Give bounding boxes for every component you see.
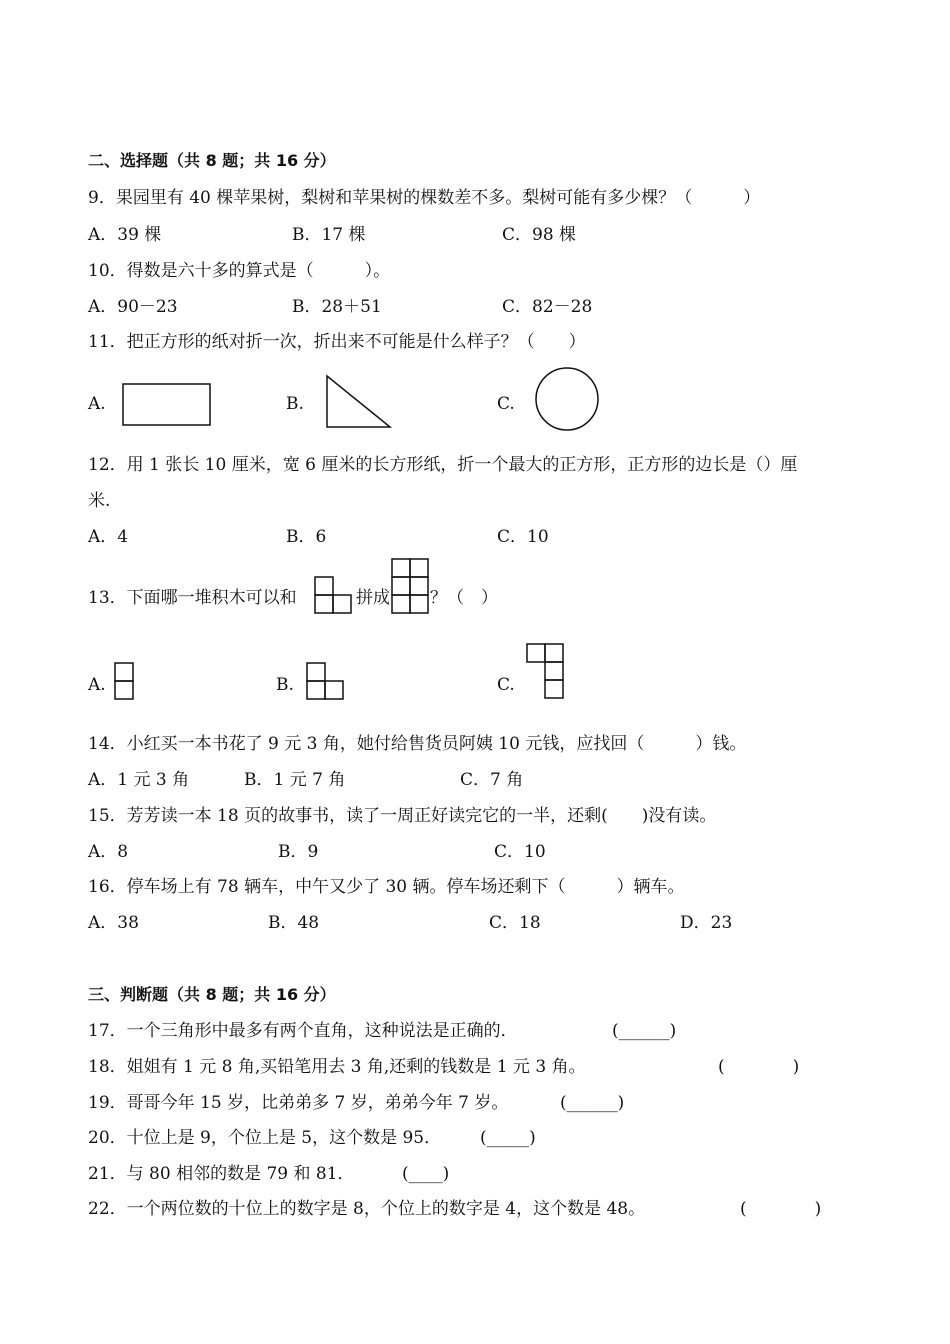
q10-option-b[interactable]: B．28＋51 bbox=[292, 297, 382, 317]
q16-option-c[interactable]: C．18 bbox=[489, 913, 541, 933]
q15-option-b[interactable]: B．9 bbox=[278, 842, 319, 862]
q11-option-b[interactable]: B. bbox=[286, 394, 304, 414]
q9-option-b[interactable]: B．17 棵 bbox=[292, 225, 366, 245]
blocks-target-shape bbox=[391, 558, 431, 614]
q14-option-a[interactable]: A．1 元 3 角 bbox=[88, 770, 190, 790]
circle-shape bbox=[533, 366, 601, 434]
q20-stem: 20．十位上是 9，个位上是 5，这个数是 95． bbox=[88, 1128, 442, 1148]
q14-option-b[interactable]: B．1 元 7 角 bbox=[244, 770, 346, 790]
q18-stem: 18．姐姐有 1 元 8 角,买铅笔用去 3 角,还剩的钱数是 1 元 3 角。 bbox=[88, 1057, 586, 1077]
q10-option-c[interactable]: C．82－28 bbox=[502, 297, 593, 317]
q13-stem-part3: ？（ ） bbox=[430, 588, 498, 608]
q10-stem: 10．得数是六十多的算式是（ ）。 bbox=[88, 261, 391, 281]
q13-option-a[interactable]: A. bbox=[88, 675, 106, 695]
q18-answer-blank[interactable]: ( ) bbox=[718, 1057, 800, 1077]
q16-option-a[interactable]: A．38 bbox=[88, 913, 139, 933]
section3-heading: 三、判断题（共 8 题；共 16 分） bbox=[88, 985, 336, 1004]
q9-option-c[interactable]: C．98 棵 bbox=[502, 225, 577, 245]
q21-answer-blank[interactable]: (____) bbox=[402, 1164, 450, 1184]
q15-stem: 15．芳芳读一本 18 页的故事书，读了一周正好读完它的一半，还剩( )没有读。 bbox=[88, 806, 717, 826]
q12-option-c[interactable]: C．10 bbox=[497, 527, 549, 547]
blocks-option-b bbox=[306, 662, 346, 700]
q12-stem-line1: 12．用 1 张长 10 厘米，宽 6 厘米的长方形纸，折一个最大的正方形，正方形的边长是（）厘 bbox=[88, 455, 798, 475]
q17-answer-blank[interactable]: (______) bbox=[612, 1021, 677, 1041]
q15-option-a[interactable]: A．8 bbox=[88, 842, 129, 862]
q16-option-d[interactable]: D．23 bbox=[680, 913, 733, 933]
q20-answer-blank[interactable]: (_____) bbox=[480, 1128, 536, 1148]
q11-option-a[interactable]: A. bbox=[88, 394, 106, 414]
triangle-shape bbox=[325, 374, 393, 430]
q16-stem: 16．停车场上有 78 辆车，中午又少了 30 辆。停车场还剩下（ ）辆车。 bbox=[88, 877, 685, 897]
q14-stem: 14．小红买一本书花了 9 元 3 角，她付给售货员阿姨 10 元钱，应找回（ ）钱。 bbox=[88, 734, 747, 754]
q10-option-a[interactable]: A．90－23 bbox=[88, 297, 178, 317]
q13-option-c[interactable]: C. bbox=[497, 675, 515, 695]
q13-option-b[interactable]: B. bbox=[276, 675, 294, 695]
q22-stem: 22．一个两位数的十位上的数字是 8，个位上的数字是 4，这个数是 48。 bbox=[88, 1199, 646, 1219]
q17-stem: 17．一个三角形中最多有两个直角，这种说法是正确的． bbox=[88, 1021, 518, 1041]
blocks-l-shape bbox=[314, 576, 354, 614]
blocks-option-a bbox=[114, 662, 136, 700]
q13-stem-part1: 13．下面哪一堆积木可以和 bbox=[88, 588, 297, 608]
q12-stem-line2: 米. bbox=[88, 491, 111, 511]
q21-stem: 21．与 80 相邻的数是 79 和 81． bbox=[88, 1164, 355, 1184]
rectangle-shape bbox=[122, 383, 212, 427]
section2-heading: 二、选择题（共 8 题；共 16 分） bbox=[88, 151, 336, 170]
q22-answer-blank[interactable]: ( ) bbox=[740, 1199, 822, 1219]
q12-option-b[interactable]: B．6 bbox=[286, 527, 327, 547]
q9-stem: 9．果园里有 40 棵苹果树，梨树和苹果树的棵数差不多。梨树可能有多少棵？（ ） bbox=[88, 188, 761, 208]
q12-option-a[interactable]: A．4 bbox=[88, 527, 129, 547]
q16-option-b[interactable]: B．48 bbox=[268, 913, 320, 933]
q11-option-c[interactable]: C. bbox=[497, 394, 515, 414]
q19-answer-blank[interactable]: (______) bbox=[560, 1093, 625, 1113]
q9-option-a[interactable]: A．39 棵 bbox=[88, 225, 162, 245]
q19-stem: 19．哥哥今年 15 岁，比弟弟多 7 岁，弟弟今年 7 岁。 bbox=[88, 1093, 509, 1113]
q13-stem-part2: 拼成 bbox=[356, 588, 390, 608]
q15-option-c[interactable]: C．10 bbox=[494, 842, 546, 862]
q11-stem: 11．把正方形的纸对折一次，折出来不可能是什么样子？（ ） bbox=[88, 332, 586, 352]
q14-option-c[interactable]: C．7 角 bbox=[460, 770, 524, 790]
blocks-option-c bbox=[526, 643, 566, 699]
